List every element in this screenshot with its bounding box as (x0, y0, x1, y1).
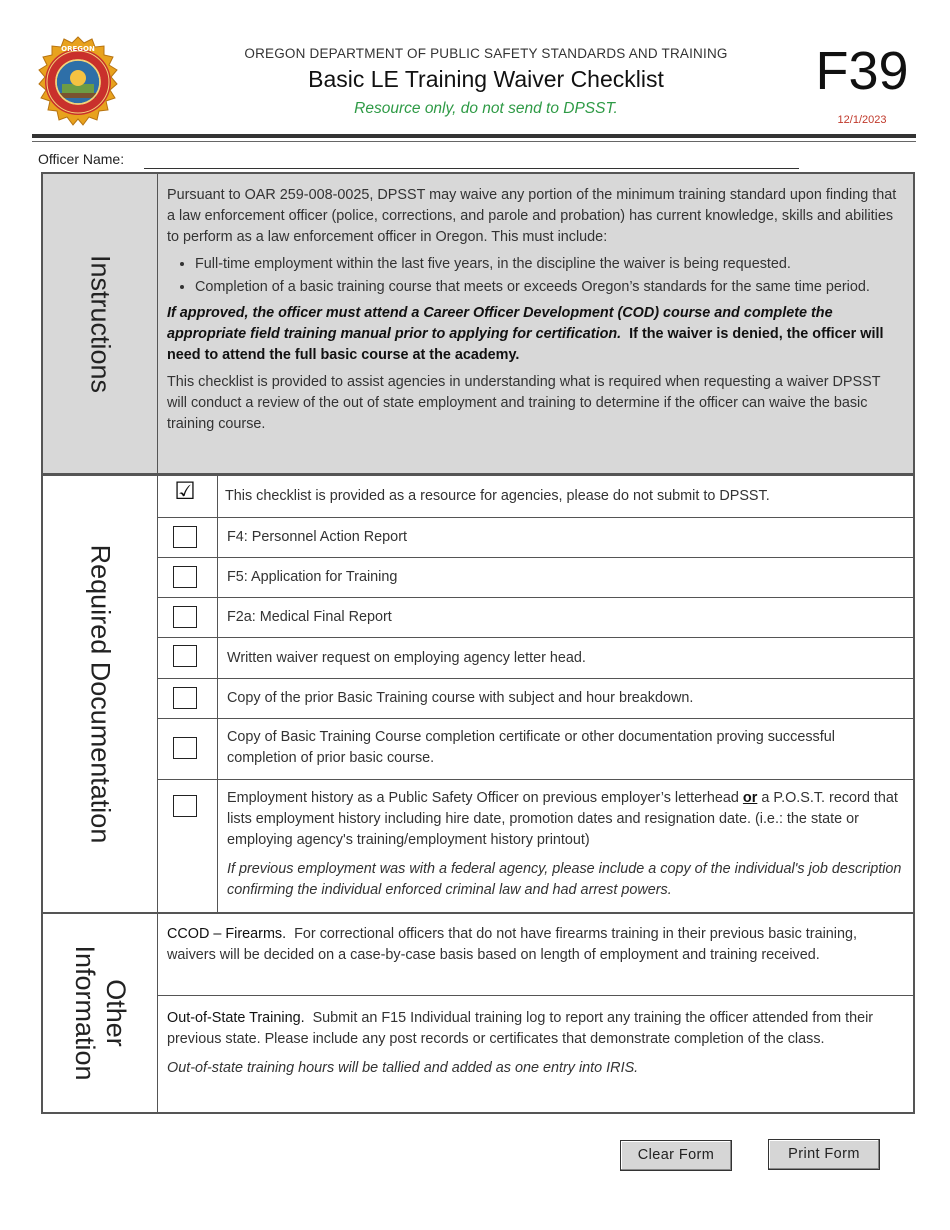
ccod-firearms-row (157, 914, 913, 996)
checkbox-cell (157, 476, 218, 517)
checkbox-cell (157, 637, 218, 678)
denied-text: If the waiver is denied, the officer will need to attend the full basic course at the academy. (167, 326, 884, 364)
other-section-label (69, 945, 131, 1080)
employment-history-text-cont: a P.O.S.T. record that lists employment history including hire date, promotion dates and resignation date. (i.e.: the state or employing agency's training/employment history printout) (227, 790, 898, 848)
checklist-row (157, 678, 913, 719)
page-title: Basic LE Training Waiver Checklist (308, 66, 664, 92)
documentation-section-label: Required Documentation (85, 544, 116, 844)
instructions-bullet-list (167, 254, 903, 298)
other-label-line2: Information (70, 945, 100, 1081)
header-divider (32, 134, 916, 138)
checklist-row (157, 557, 913, 598)
checklist-row (157, 718, 913, 780)
svg-text:OREGON: OREGON (61, 45, 95, 53)
header-divider-thin (32, 141, 916, 142)
instructions-intro: Pursuant to OAR 259-008-0025, DPSST may waive any portion of the minimum training standard upon finding that a law enforcement officer (police, corrections, and parole and probation) has current knowledge, skills and abilities to perform as a law enforcement officer in Oregon. This must include: (167, 187, 897, 245)
checkbox-cell (157, 597, 218, 637)
checklist-checkbox[interactable] (173, 566, 197, 588)
checkbox-cell (157, 718, 218, 779)
checklist-row (157, 637, 913, 679)
other-body (157, 914, 913, 1112)
checkbox-cell (157, 678, 218, 718)
checklist-row (157, 779, 913, 912)
instructions-section (41, 172, 915, 475)
checklist-item-text: F4: Personnel Action Report (227, 529, 407, 545)
checklist-row (157, 517, 913, 558)
oos-lead: Out-of-State Training. (167, 1010, 305, 1026)
checklist-item-text: F2a: Medical Final Report (227, 609, 392, 625)
page-subtitle: Resource only, do not send to DPSST. (354, 100, 618, 117)
checklist-item-text: Copy of the prior Basic Training course with subject and hour breakdown. (227, 690, 694, 706)
checklist-row (157, 476, 913, 518)
checklist-item-text (227, 788, 903, 900)
documentation-label-column (43, 476, 158, 912)
documentation-body (157, 476, 913, 912)
checklist-item-text: Copy of Basic Training Course completion certificate or other documentation proving successful completion of prior basic course. (227, 729, 835, 766)
other-label-column (43, 914, 158, 1112)
checklist-checkbox[interactable] (173, 795, 197, 817)
clear-form-button[interactable]: Clear Form (620, 1140, 732, 1171)
instructions-approval-note (167, 303, 903, 366)
checklist-item-text: F5: Application for Training (227, 569, 398, 585)
instructions-body (157, 174, 913, 473)
out-of-state-row (157, 998, 913, 1079)
officer-name-label: Officer Name: (38, 151, 125, 167)
instructions-bullet: • Completion of a basic training course that meets or exceeds Oregon’s standards for the same time period. (195, 277, 903, 298)
checklist-item-text: Written waiver request on employing agency letter head. (227, 650, 586, 666)
checklist-item-text: This checklist is provided as a resource for agencies, please do not submit to DPSST. (225, 488, 770, 504)
federal-agency-note: If previous employment was with a federal agency, please include a copy of the individual's job description confirming the individual enforced criminal law and had arrest powers. (227, 860, 902, 898)
ccod-lead: CCOD – Firearms. (167, 926, 287, 942)
checklist-checkbox[interactable] (173, 737, 197, 759)
form-number: F39 (815, 41, 909, 101)
form-date: 12/1/2023 (837, 114, 887, 126)
print-form-button[interactable]: Print Form (768, 1139, 880, 1170)
or-emphasis: or (742, 790, 758, 806)
ccod-text: For correctional officers that do not have firearms training in their previous basic training, waivers will be decided on a case-by-case basis based on length of employment and training received. (167, 926, 857, 963)
instructions-closing: This checklist is provided to assist agencies in understanding what is required when requesting a waiver DPSST will conduct a review of the out of state employment and training to determine if the officer can waive the basic training course. (167, 374, 881, 432)
oos-note: Out-of-state training hours will be tallied and added as one entry into IRIS. (167, 1059, 639, 1076)
checklist-row (157, 597, 913, 638)
instructions-label-column (43, 174, 158, 473)
checklist-checkbox[interactable] (173, 606, 197, 628)
officer-name-field[interactable] (144, 168, 799, 169)
checkbox-cell (157, 557, 218, 597)
checkbox-cell (157, 517, 218, 557)
checkbox-cell (157, 779, 218, 912)
approved-text: If approved, the officer must attend a Career Officer Development (COD) course and complete the appropriate field training manual prior to applying for certification. (167, 305, 833, 343)
instructions-bullet: • Full-time employment within the last five years, in the discipline the waiver is being requested. (195, 254, 903, 275)
other-label-line1: Other (101, 979, 132, 1047)
required-documentation-section (41, 474, 915, 914)
checklist-checkbox[interactable] (173, 526, 197, 548)
employment-history-text: Employment history as a Public Safety Officer on previous employer’s letterhead (227, 790, 739, 806)
checklist-checkbox[interactable] (173, 687, 197, 709)
checklist-checkbox[interactable] (173, 645, 197, 667)
dpsst-seal-logo (32, 36, 124, 128)
instructions-section-label: Instructions (85, 254, 116, 393)
other-information-section (41, 912, 915, 1114)
oos-text: Submit an F15 Individual training log to report any training the officer attended from their previous state. Please include any post records or certificates that demonstrate completion of the class. (167, 1010, 874, 1047)
agency-name: OREGON DEPARTMENT OF PUBLIC SAFETY STANDARDS AND TRAINING (244, 46, 728, 61)
checklist-checkbox-checked[interactable]: ☑ (174, 478, 196, 505)
